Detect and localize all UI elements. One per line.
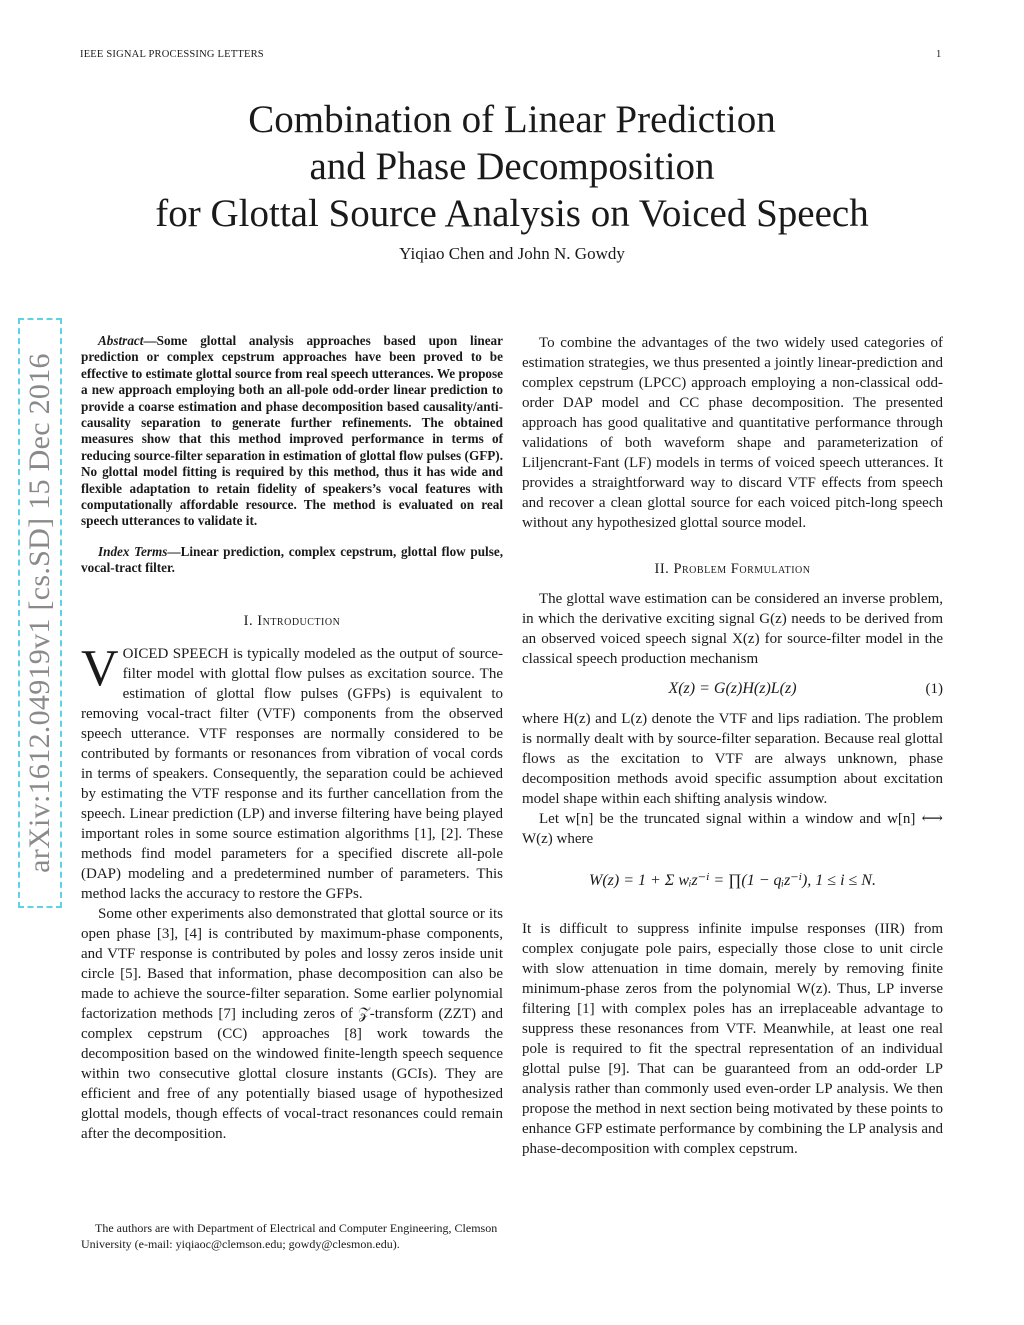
- intro-paragraph-1-text: OICED SPEECH is typically modeled as the output of source-filter model with glottal flow pulses as excitation source. The estimation of glottal flow pulses (GFPs) is equivalent to removing vocal-tract filter (VTF) components from the observed speech utterance. VTF responses are normally considered to be contributed by formants or resonances from vibration of vocal cords in terms of speakers. Consequently, the separation could be achieved by estimating the VTF response and its further cancellation from the speech. Linear prediction (LP) and inverse filtering have being played important roles in some source estimation algorithms [1], [2]. These methods find model parameters for a specified discrete all-pole (DAP) modeling and a predetermined number of parameters. This method lacks the accuracy to restore the GFPs.: [81, 645, 503, 902]
- section-1-title: Introduction: [257, 612, 341, 629]
- title-line-1: Combination of Linear Prediction: [248, 98, 776, 141]
- equation-2-left: W(z) = 1 +: [589, 872, 665, 889]
- section-2-heading: [522, 559, 943, 579]
- abstract-text: —Some glottal analysis approaches based upon linear prediction or complex cepstrum approaches have been proved to be effective to estimate glottal source from real speech utterances. We propose a new approach employing both an all-pole odd-order linear prediction to provide a coarse estimation and phase decomposition based causality/anti-causality separation to generate further refinements. The obtained measures show that this method improved performance in terms of reducing source-filter separation in estimation of glottal flow pulses (GFP). No glottal model fitting is required by this method, thus it has wide and flexible adaptation to retain fidelity of speakers’s vocal features with computationally affordable resource. The method is evaluated on real speech utterances to validate it.: [81, 333, 503, 529]
- equation-2-expression: [522, 871, 943, 891]
- title-line-2: and Phase Decomposition: [309, 145, 715, 188]
- left-column: [81, 333, 503, 1144]
- equation-2-product: ∏(1 − qᵢz⁻ⁱ), 1 ≤ i ≤ N.: [728, 872, 876, 889]
- intro-paragraph-1: [81, 639, 503, 904]
- equation-2-sum: Σ wᵢz⁻ⁱ =: [664, 872, 729, 889]
- problem-paragraph-1: The glottal wave estimation can be considered an inverse problem, in which the derivative exciting signal G(z) needs to be derived from an observed voiced speech signal X(z) for source-filter model in the classical speech production mechanism: [522, 591, 943, 667]
- equation-1: [522, 669, 943, 709]
- index-terms: [81, 544, 503, 577]
- footnote: The authors are with Department of Electrical and Computer Engineering, Clemson University (e-mail: yiqiaoc@clemson.edu; gowdy@clesmon.edu).: [81, 1221, 498, 1251]
- problem-paragraph-4: It is difficult to suppress infinite impulse responses (IIR) from complex conjugate pole pairs, especially those close to unit circle with slow attenuation in time domain, merely by removing finite minimum-phase zeros from the polynomial W(z). Thus, LP inverse filtering [1] with complex poles has an irreplaceable advantage to suppress these resonances from VTF. Meanwhile, at least one real pole is required to fit the spectral representation of an individual glottal pulse [9]. That can be guaranteed from an odd-order LP analysis rather than commonly used even-order LP analysis. We then propose the method in next section being motivated by these points to enhance GFP estimate performance by combining the LP analysis and phase-decomposition with complex cepstrum.: [522, 921, 943, 1157]
- paper-title: [0, 96, 1024, 237]
- page-number: 1: [936, 49, 942, 60]
- problem-paragraph-2: where H(z) and L(z) denote the VTF and lips radiation. The problem is normally dealt with by source-filter separation. Because real glottal flows as the excitation to VTF are always unknown, phase decomposition methods avoid specific assumption about excitation model shape within each shifting analysis window.: [522, 711, 943, 807]
- equation-1-expression: X(z) = G(z)H(z)L(z): [668, 680, 797, 697]
- abstract: [81, 333, 503, 530]
- problem-paragraph-3: Let w[n] be the truncated signal within a window and w[n] ⟷ W(z) where: [522, 811, 943, 847]
- intro-paragraph-2: Some other experiments also demonstrated that glottal source or its open phase [3], [4] is contributed by maximum-phase components, and VTF response is contributed by poles and lossy zeros inside unit circle [5]. Based that information, phase decomposition can also be made to achieve the source-filter separation. Some earlier polynomial factorization methods [7] including zeros of 𝒵-transform (ZZT) and complex cepstrum (CC) approaches [8] work towards the decomposition based on the windowed finite-length speech sequence within two consecutive glottal closure instants (GCIs). They are efficient and free of any potentially biased usage of hypothesized glottal models, though effects of vocal-tract resonances could remain after the decomposition.: [81, 905, 503, 1142]
- abstract-label: Abstract: [98, 333, 144, 348]
- section-2-title: Problem Formulation: [673, 561, 811, 577]
- intro-paragraph-3: To combine the advantages of the two widely used categories of estimation strategies, we thus presented a jointly linear-prediction and complex cepstrum (LPCC) approach employing a non-classical odd-order DAP model and CC phase decomposition. The presented approach has good qualitative and quantitative performance through validations of both waveform shape and parameterization of Liljencrant-Fant (LF) models in terms of voiced speech utterances. It provides a straightforward way to discard VTF effects from speech and recover a clean glottal source for each voiced pitch-long speech without any hypothesized glottal source model.: [522, 335, 943, 531]
- section-2-numeral: II.: [654, 561, 674, 577]
- authors: Yiqiao Chen and John N. Gowdy: [399, 244, 625, 263]
- arxiv-stamp-text: arXiv:1612.04919v1 [cs.SD] 15 Dec 2016: [23, 353, 56, 873]
- arxiv-stamp: [18, 318, 62, 908]
- title-line-3: for Glottal Source Analysis on Voiced Speech: [155, 192, 869, 235]
- right-column: [522, 333, 943, 1159]
- equation-1-number: (1): [925, 681, 943, 697]
- index-terms-label: Index Terms: [98, 543, 168, 559]
- drop-cap: V: [81, 639, 119, 697]
- section-1-heading: [81, 611, 503, 631]
- section-1-numeral: I.: [243, 612, 258, 629]
- index-terms-text: —Linear prediction, complex cepstrum, glottal flow pulse, vocal-tract filter.: [81, 543, 503, 576]
- equation-2: [522, 849, 943, 919]
- running-head: IEEE SIGNAL PROCESSING LETTERS: [80, 49, 264, 60]
